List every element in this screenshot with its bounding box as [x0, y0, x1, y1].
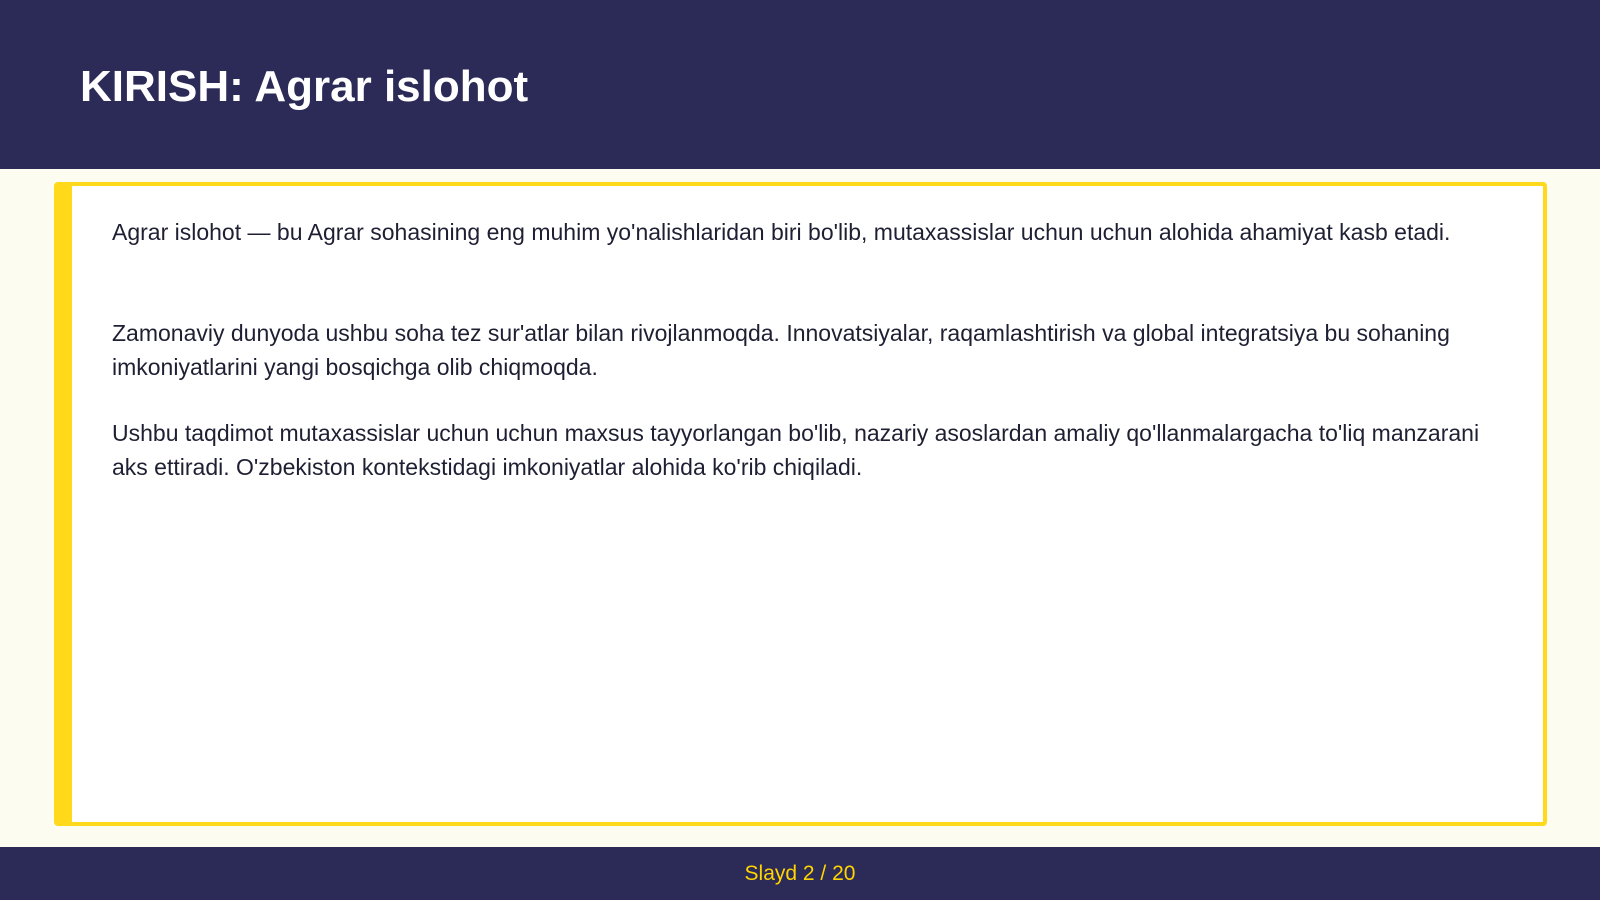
slide-header	[0, 0, 1600, 169]
slide-title: KIRISH: Agrar islohot	[80, 62, 529, 111]
development-paragraph: Zamonaviy dunyoda ushbu soha tez sur'atlar bilan rivojlanmoqda. Innovatsiyalar, raqamlashtirish va global integratsiya bu sohaning imkoniyatlarini yangi bosqichga olib chiqmoqda.	[112, 320, 1450, 380]
intro-paragraph: Agrar islohot — bu Agrar sohasining eng muhim yo'nalishlaridan biri bo'lib, mutaxassislar uchun uchun alohida ahamiyat kasb etadi.	[112, 219, 1451, 245]
presentation-paragraph: Ushbu taqdimot mutaxassislar uchun uchun maxsus tayyorlangan bo'lib, nazariy asoslardan amaliy qo'llanmalargacha to'liq manzarani aks ettiradi. O'zbekiston kontekstidagi imkoniyatlar alohida ko'rib chiqiladi.	[112, 420, 1480, 480]
content-panel	[54, 182, 1547, 826]
slide-footer	[0, 847, 1600, 900]
slide-counter: Slayd 2 / 20	[744, 862, 856, 885]
